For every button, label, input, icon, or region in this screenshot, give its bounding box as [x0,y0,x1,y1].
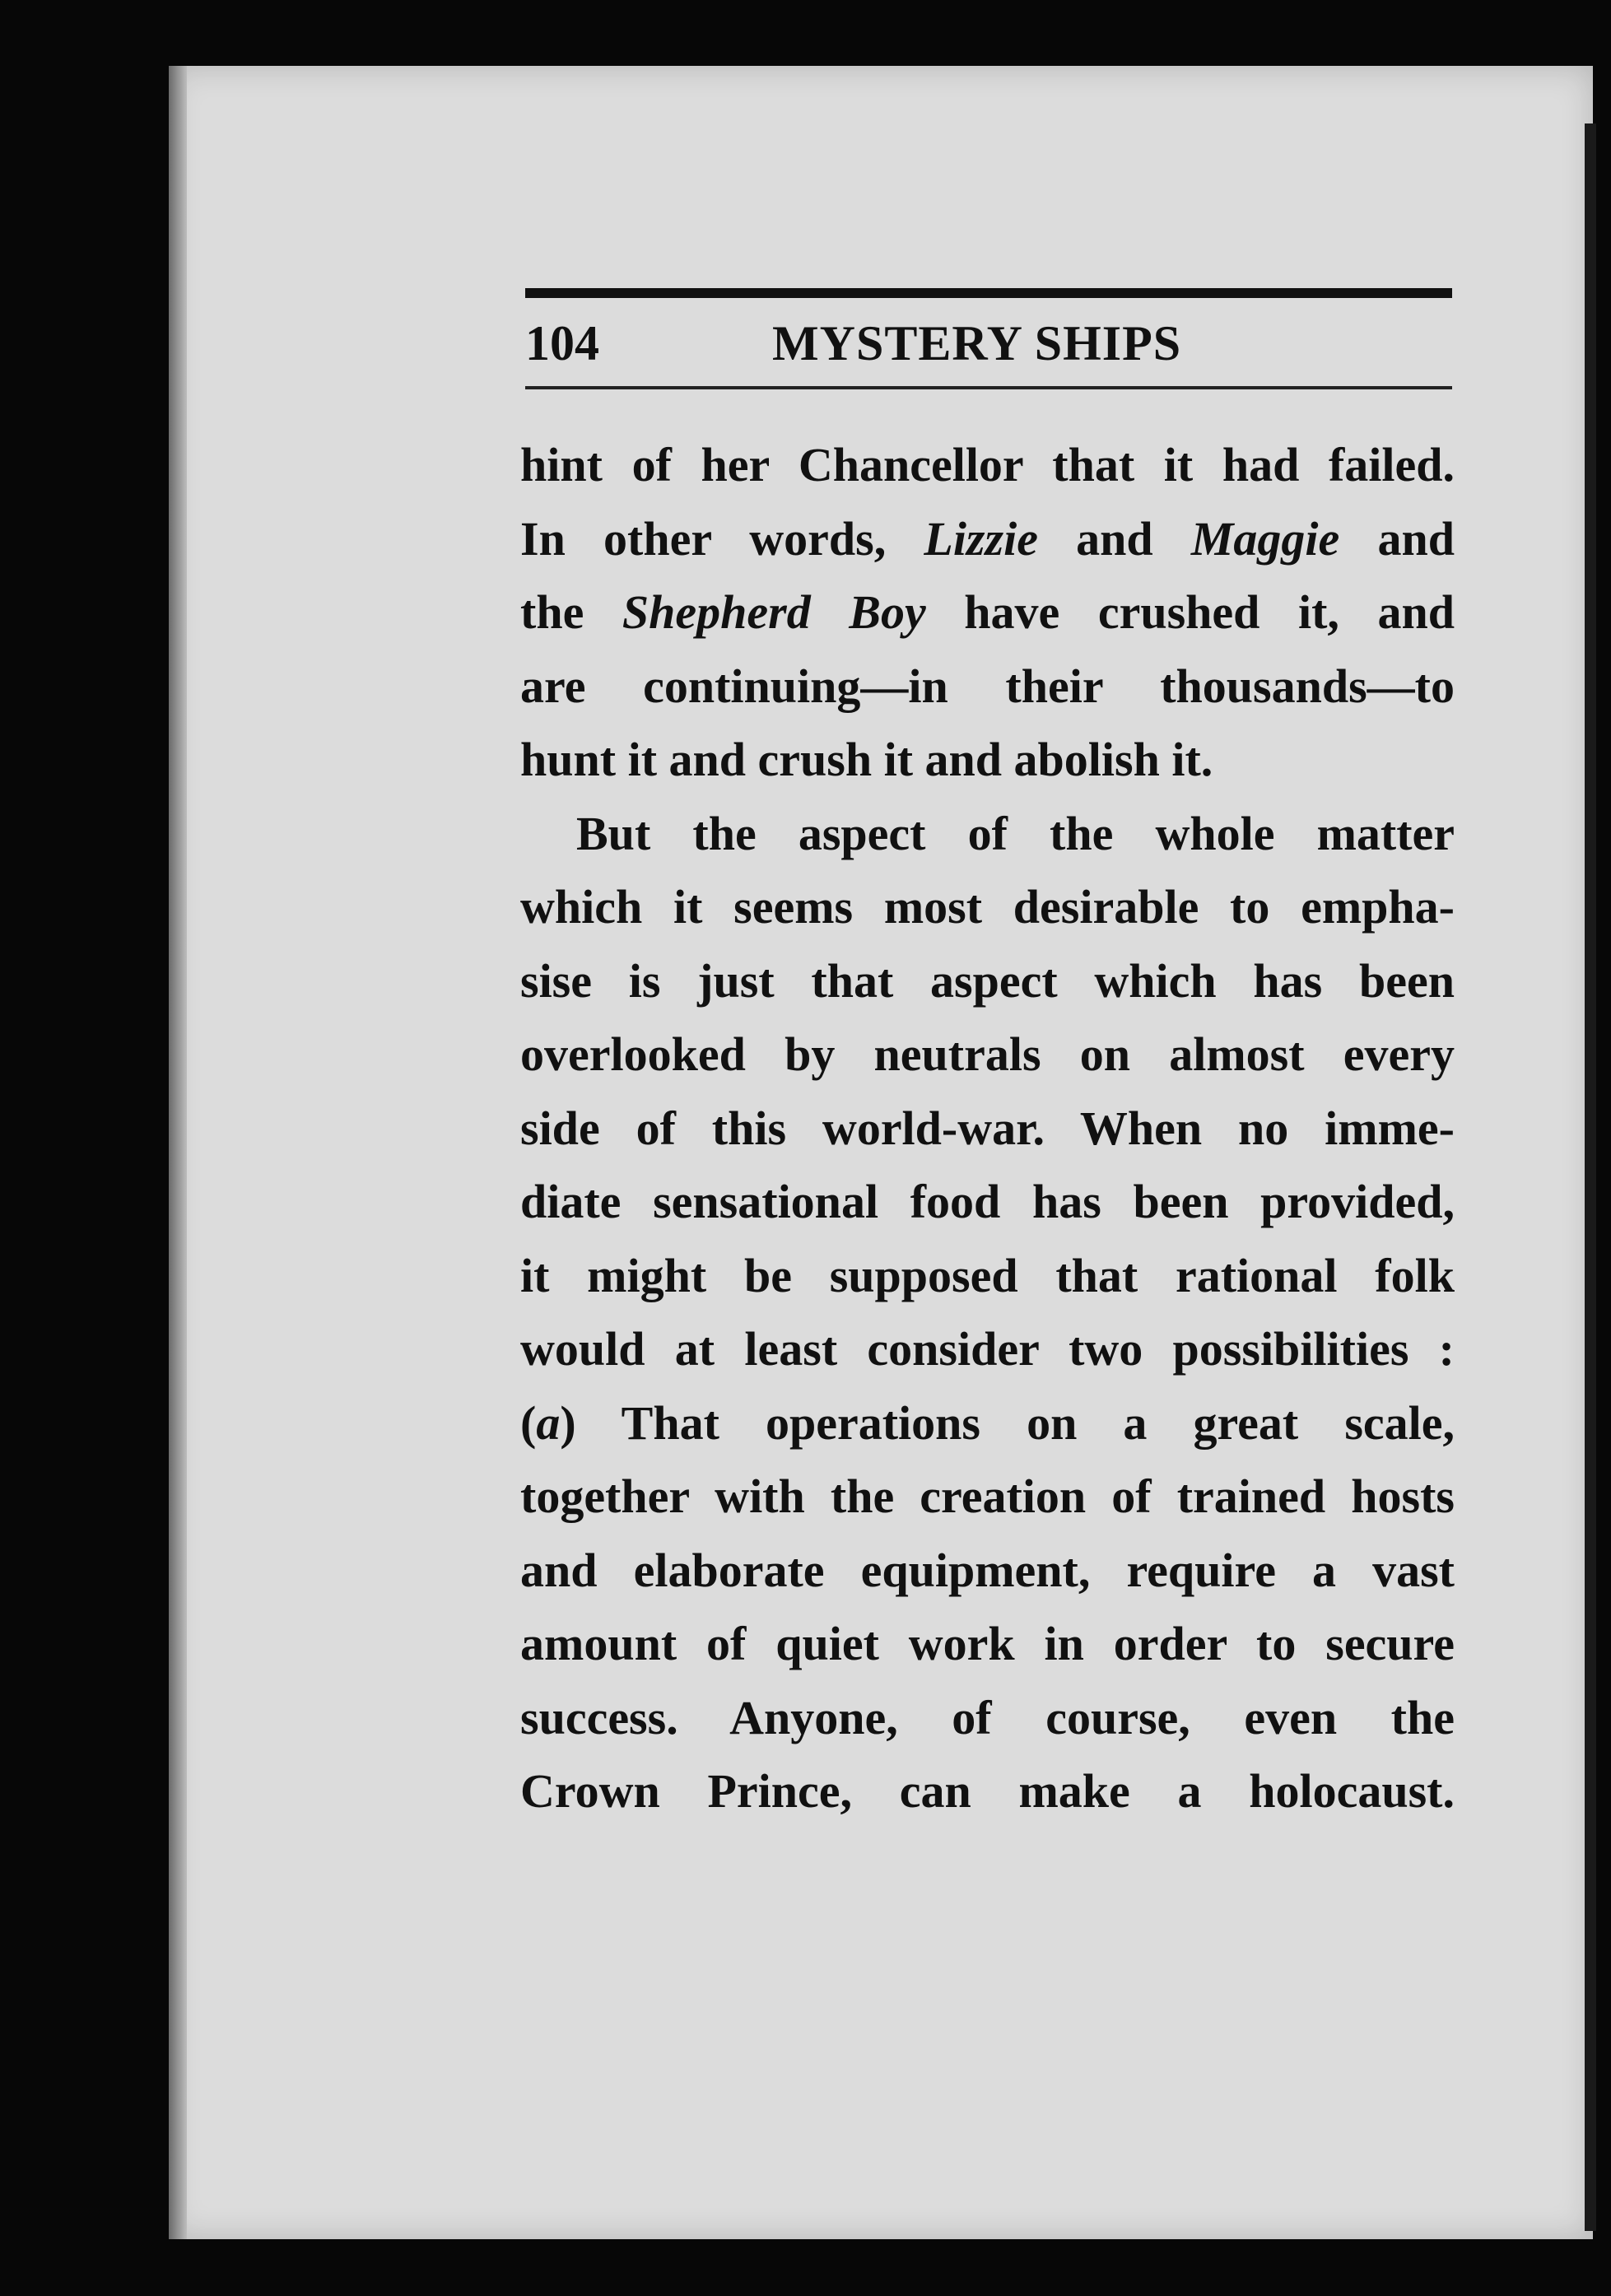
body-text [520,428,1455,1828]
text-line [520,502,1455,576]
text-run: side of this world-war. When no imme- [520,1101,1455,1155]
list-marker-a: a [536,1395,561,1450]
text-line [520,944,1455,1018]
page-gutter-shadow [169,66,187,2239]
header-rule-bottom [525,386,1452,389]
ship-name-shepherd-boy: Shepherd Boy [622,585,926,639]
text-line [520,870,1455,944]
text-run: it might be supposed that rational folk [520,1248,1455,1302]
text-line [520,1092,1455,1166]
text-run: But the aspect of the whole matter [576,806,1455,860]
text-run: In other words, [520,511,924,566]
text-line [520,1239,1455,1313]
text-run: would at least consider two possibilities : [520,1322,1455,1376]
text-run: together with the creation of trained hosts [520,1469,1455,1523]
text-line [520,1534,1455,1608]
page-number: 104 [525,316,599,370]
text-run: the [520,585,622,639]
text-line [520,1312,1455,1386]
text-run: ) That operations on a great scale, [560,1395,1455,1450]
text-run: diate sensational food has been provided, [520,1175,1455,1228]
text-line [520,1386,1455,1460]
text-line [520,723,1455,797]
text-run: overlooked by neutrals on almost every [520,1027,1455,1081]
running-title: MYSTERY SHIPS [772,316,1182,370]
text-line [520,1681,1455,1755]
page-edge [1585,123,1596,2231]
text-line [520,428,1455,502]
text-run: and [1037,511,1191,566]
header-rule-top [525,288,1452,298]
text-run: hint of her Chancellor that it had failed. [520,438,1455,491]
text-run: hunt it and crush it and abolish it. [520,733,1213,786]
text-line [520,1018,1455,1092]
text-run: and [1339,511,1455,566]
running-head [525,306,1452,380]
text-line [520,1754,1455,1828]
text-line [520,797,1455,871]
text-run: which it seems most desirable to empha- [520,880,1455,934]
text-run: success. Anyone, of course, even the [520,1690,1455,1744]
text-run: Crown Prince, can make a holocaust. [520,1764,1455,1818]
text-line [520,575,1455,650]
text-line [520,1165,1455,1239]
text-run: amount of quiet work in order to secure [520,1617,1455,1670]
ship-name-maggie: Maggie [1190,511,1340,566]
text-line [520,1460,1455,1534]
text-run: sise is just that aspect which has been [520,953,1455,1008]
text-run: are continuing—in their thousands—to [520,659,1455,713]
text-run: and elaborate equipment, require a vast [520,1543,1455,1597]
text-line [520,1607,1455,1681]
text-run: ( [520,1395,537,1450]
text-run: have crushed it, and [925,585,1455,639]
text-line [520,650,1455,724]
ship-name-lizzie: Lizzie [924,511,1038,566]
